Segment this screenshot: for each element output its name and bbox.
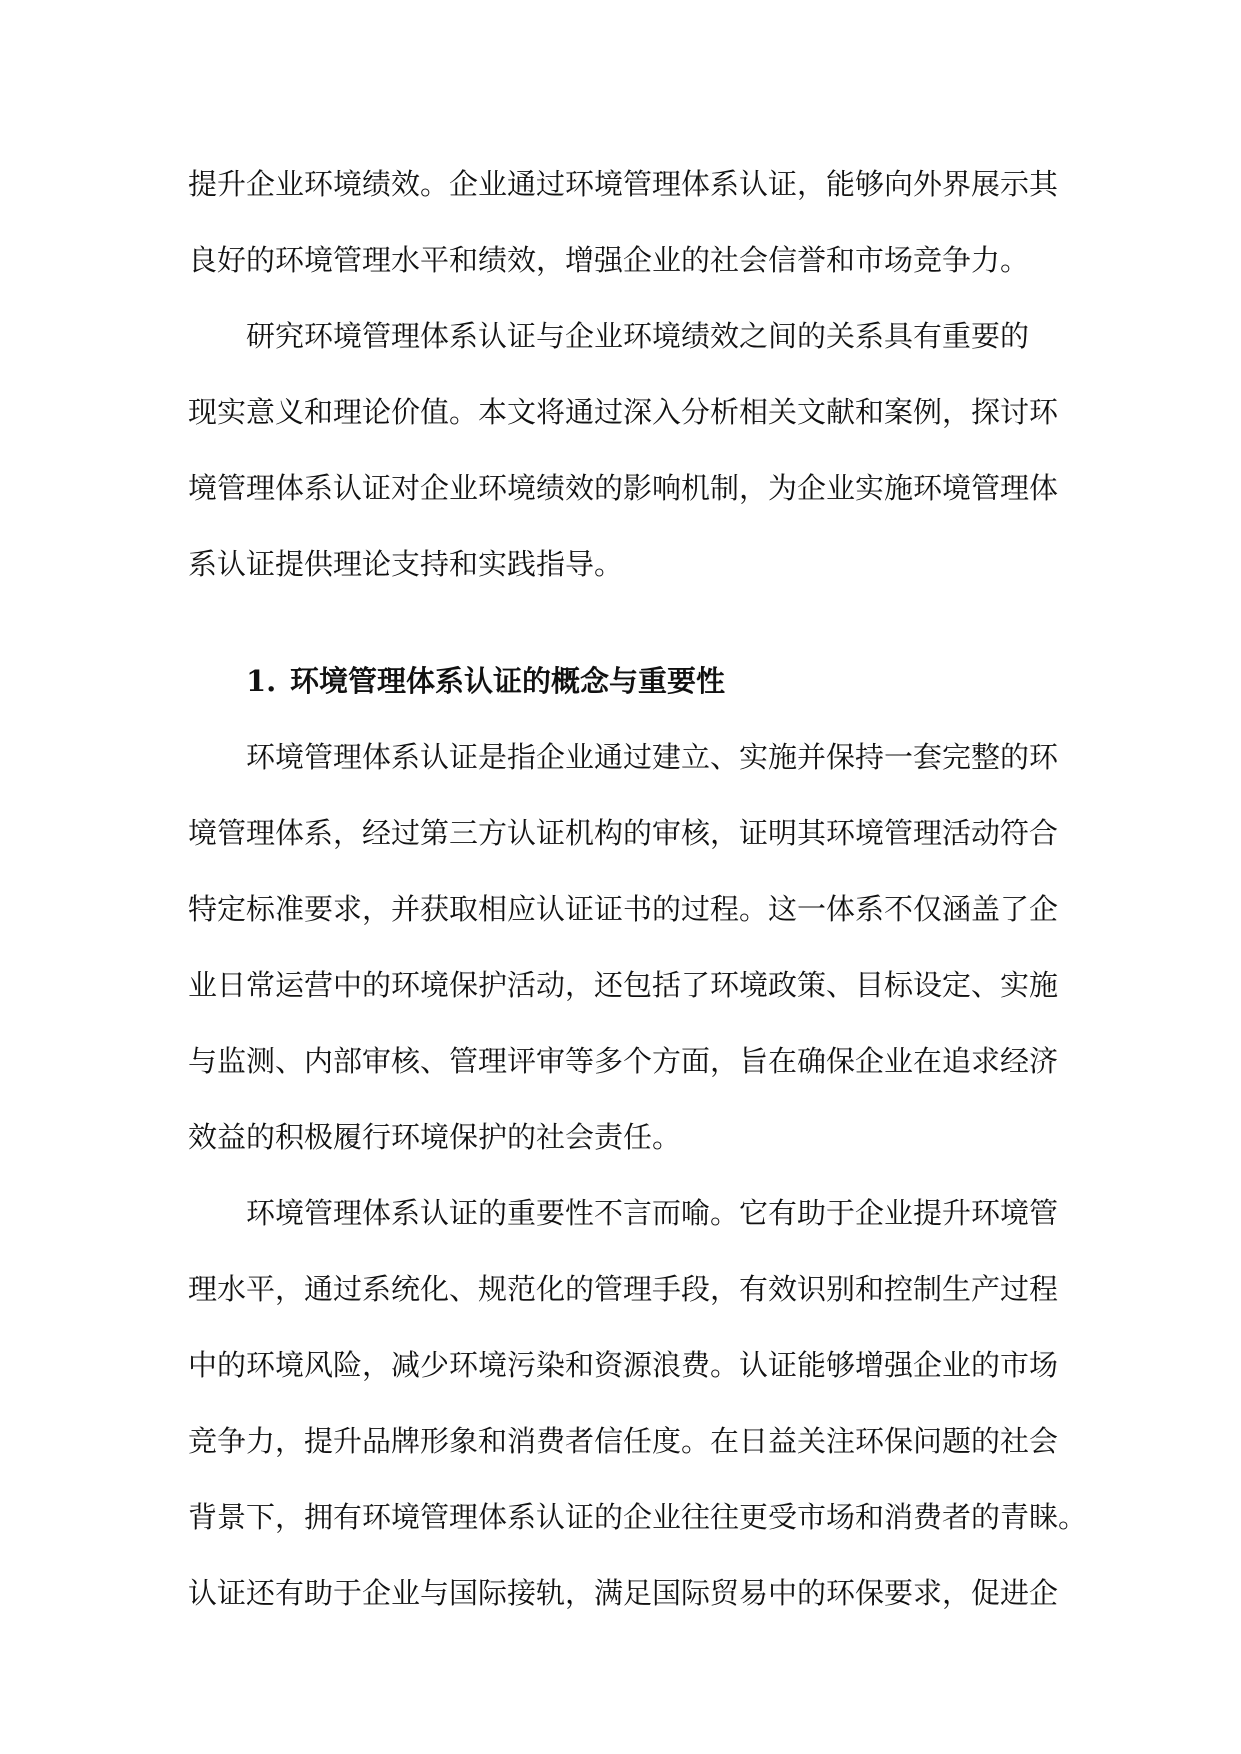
text-line: 环境管理体系认证的重要性不言而喻。它有助于企业提升环境管 [246, 1196, 1059, 1230]
text-line: 认证还有助于企业与国际接轨，满足国际贸易中的环保要求，促进企 [188, 1576, 1059, 1610]
section-heading [188, 643, 1056, 719]
document-body [188, 146, 1088, 1631]
paragraph-intro-continuation [188, 146, 1059, 298]
text-line: 良好的环境管理水平和绩效，增强企业的社会信誉和市场竞争力。 [188, 243, 1030, 277]
text-line: 环境管理体系认证是指企业通过建立、实施并保持一套完整的环 [246, 740, 1059, 774]
text-line: 中的环境风险，减少环境污染和资源浪费。认证能够增强企业的市场 [188, 1348, 1059, 1382]
text-line: 理水平，通过系统化、规范化的管理手段，有效识别和控制生产过程 [188, 1272, 1059, 1306]
section-number: 1. [246, 664, 277, 698]
text-line: 境管理体系认证对企业环境绩效的影响机制，为企业实施环境管理体 [188, 471, 1059, 505]
text-line: 研究环境管理体系认证与企业环境绩效之间的关系具有重要的 [246, 319, 1030, 353]
text-line: 效益的积极履行环境保护的社会责任。 [188, 1120, 682, 1154]
text-line: 与监测、内部审核、管理评审等多个方面，旨在确保企业在追求经济 [188, 1044, 1059, 1078]
section-title: 环境管理体系认证的概念与重要性 [290, 664, 726, 698]
paragraph-definition [188, 719, 1059, 1175]
text-line: 背景下，拥有环境管理体系认证的企业往往更受市场和消费者的青睐。 [188, 1500, 1088, 1534]
text-line: 系认证提供理论支持和实践指导。 [188, 547, 624, 581]
text-line: 境管理体系，经过第三方认证机构的审核，证明其环境管理活动符合 [188, 816, 1059, 850]
text-line: 竞争力，提升品牌形象和消费者信任度。在日益关注环保问题的社会 [188, 1424, 1059, 1458]
paragraph-research-significance [188, 298, 1059, 602]
paragraph-importance [188, 1175, 1088, 1631]
text-line: 特定标准要求，并获取相应认证证书的过程。这一体系不仅涵盖了企 [188, 892, 1059, 926]
text-line: 业日常运营中的环境保护活动，还包括了环境政策、目标设定、实施 [188, 968, 1059, 1002]
text-line: 提升企业环境绩效。企业通过环境管理体系认证，能够向外界展示其 [188, 167, 1059, 201]
text-line: 现实意义和理论价值。本文将通过深入分析相关文献和案例，探讨环 [188, 395, 1059, 429]
